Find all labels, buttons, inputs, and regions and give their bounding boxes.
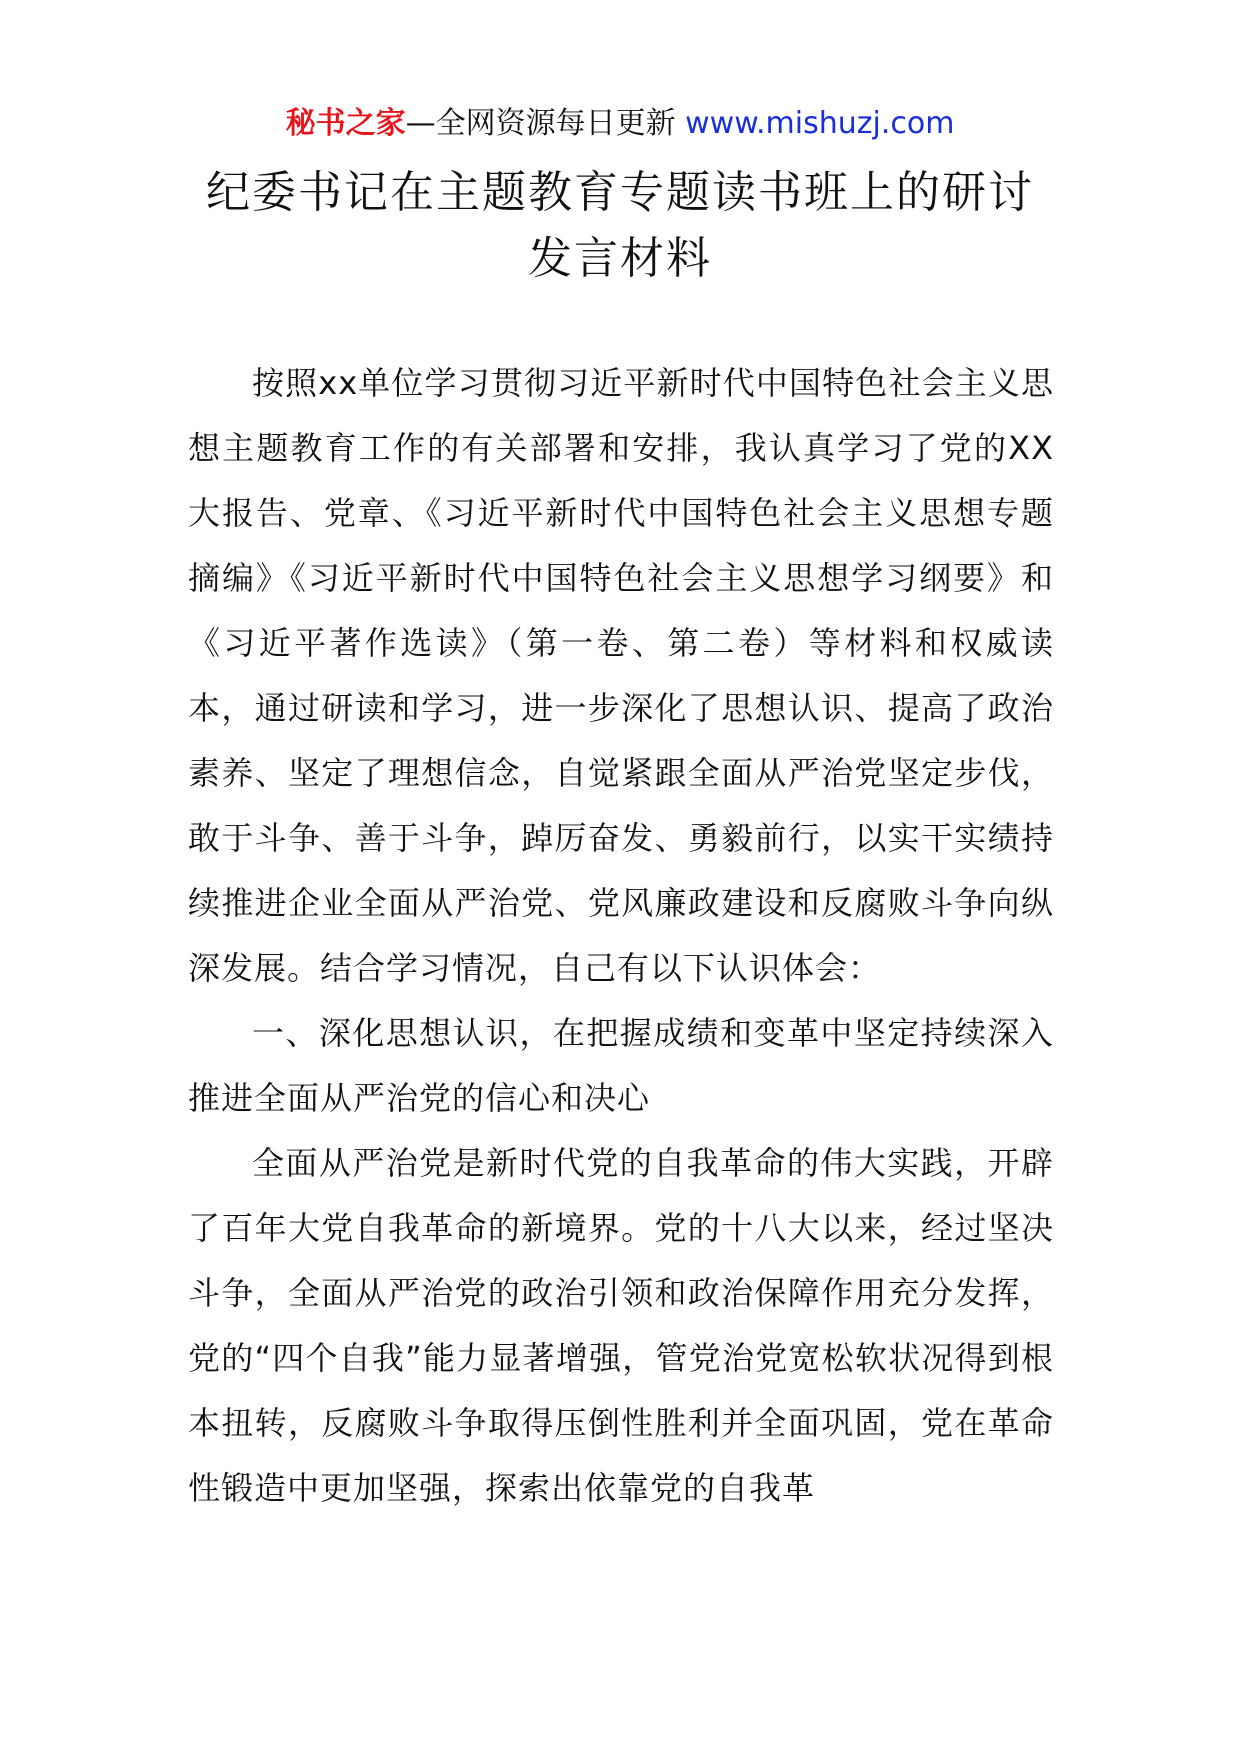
document-title-line-1: 纪委书记在主题教育专题读书班上的研讨: [206, 167, 1034, 218]
site-tagline: —全网资源每日更新: [405, 106, 676, 141]
body-paragraph-intro: 按照xx单位学习贯彻习近平新时代中国特色社会主义思想主题教育工作的有关部署和安排，我认真学习了党的XX大报告、党章、《习近平新时代中国特色社会主义思想专题摘编》《习近平新时代中国特色社会主义思想学习纲要》和《习近平著作选读》（第一卷、第二卷）等材料和权威读本，通过研读和学习，进一步深化了思想认识、提高了政治素养、坚定了理想信念，自觉紧跟全面从严治党坚定步伐，敢于斗争、善于斗争，踔厉奋发、勇毅前行，以实干实绩持续推进企业全面从严治党、党风廉政建设和反腐败斗争向纵深发展。结合学习情况，自己有以下认识体会：: [188, 364, 1054, 987]
section-heading-1: 一、深化思想认识，在把握成绩和变革中坚定持续深入推进全面从严治党的信心和决心: [188, 1014, 1054, 1117]
body-paragraph-2: 全面从严治党是新时代党的自我革命的伟大实践，开辟了百年大党自我革命的新境界。党的十八大以来，经过坚决斗争，全面从严治党的政治引领和政治保障作用充分发挥，党的“四个自我”能力显著增强，管党治党宽松软状况得到根本扭转，反腐败斗争取得压倒性胜利并全面巩固，党在革命性锻造中更加坚强，探索出依靠党的自我革: [188, 1144, 1054, 1507]
document-body: [188, 351, 1054, 1521]
site-header: [0, 102, 1240, 146]
site-url-link[interactable]: www.mishuzj.com: [685, 106, 955, 141]
document-title-line-2: 发言材料: [528, 233, 712, 284]
site-brand: 秘书之家: [285, 106, 406, 141]
document-title: [150, 160, 1090, 292]
